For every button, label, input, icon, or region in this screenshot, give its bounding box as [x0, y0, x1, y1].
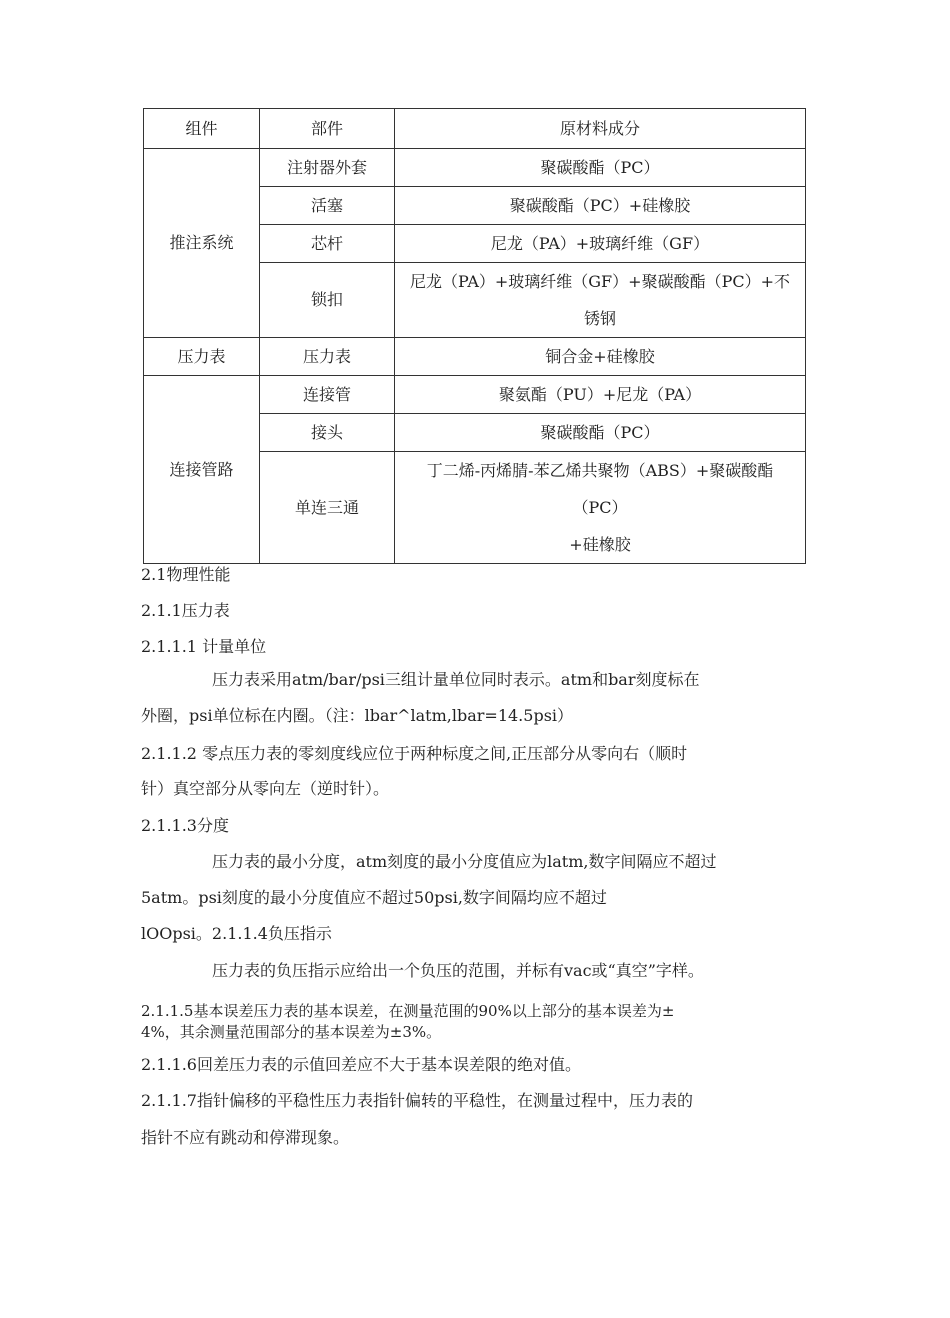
header-material: 原材料成分: [395, 109, 806, 149]
material-line: +硅橡胶: [569, 535, 631, 554]
header-part: 部件: [260, 109, 395, 149]
paragraph-line: lOOpsi。2.1.1.4负压指示: [141, 924, 332, 943]
paragraph-line: 压力表的最小分度，atm刻度的最小分度值应为latm,数字间隔应不超过: [212, 852, 717, 871]
part-name: 压力表: [260, 338, 395, 376]
material-cell: 铜合金+硅橡胶: [395, 338, 806, 376]
material-cell: 聚碳酸酯（PC）: [395, 149, 806, 187]
section-heading: 2.1.1.1 计量单位: [141, 637, 267, 656]
material-cell: [395, 452, 806, 564]
group-name: 压力表: [144, 338, 260, 376]
table-header-row: [144, 109, 806, 149]
group-name: 推注系统: [144, 149, 260, 338]
material-line: 锈钢: [583, 309, 616, 328]
part-name: 锁扣: [260, 263, 395, 338]
part-name: 单连三通: [260, 452, 395, 564]
paragraph-line: 压力表的负压指示应给出一个负压的范围，并标有vac或“真空”字样。: [212, 961, 704, 980]
material-line: 尼龙（PA）+玻璃纤维（GF）+聚碳酸酯（PC）+不: [410, 272, 790, 291]
section-heading: 2.1.1.3分度: [141, 816, 229, 835]
paragraph-line: 2.1.1.6回差压力表的示值回差应不大于基本误差限的绝对值。: [141, 1055, 581, 1074]
material-cell: [395, 263, 806, 338]
paragraph-line: 2.1.1.2 零点压力表的零刻度线应位于两种标度之间,正压部分从零向右（顺时: [141, 744, 688, 763]
paragraph-line: 外圈，psi单位标在内圈。（注：lbar^latm,lbar=14.5psi）: [141, 706, 574, 725]
paragraph-line: 5atm。psi刻度的最小分度值应不超过50psi,数字间隔均应不超过: [141, 888, 607, 907]
section-heading: 2.1.1压力表: [141, 601, 230, 620]
part-name: 注射器外套: [260, 149, 395, 187]
material-cell: 聚氨酯（PU）+尼龙（PA）: [395, 376, 806, 414]
material-line: 丁二烯-丙烯腈-苯乙烯共聚物（ABS）+聚碳酸酯: [426, 461, 774, 480]
paragraph-line: 针）真空部分从零向左（逆时针）。: [141, 779, 390, 798]
paragraph-line: 2.1.1.5基本误差压力表的基本误差，在测量范围的90%以上部分的基本误差为±: [141, 1002, 675, 1020]
part-name: 接头: [260, 414, 395, 452]
paragraph-line: 4%，其余测量范围部分的基本误差为±3%。: [141, 1023, 442, 1041]
material-cell: 尼龙（PA）+玻璃纤维（GF）: [395, 225, 806, 263]
paragraph-line: 压力表采用atm/bar/psi三组计量单位同时表示。atm和bar刻度标在: [212, 670, 700, 689]
paragraph-line: 指针不应有跳动和停滞现象。: [141, 1128, 350, 1147]
material-cell: 聚碳酸酯（PC）+硅橡胶: [395, 187, 806, 225]
section-heading: 2.1物理性能: [141, 565, 231, 584]
paragraph-line: 2.1.1.7指针偏移的平稳性压力表指针偏转的平稳性，在测量过程中，压力表的: [141, 1091, 693, 1110]
material-line: （PC）: [572, 498, 628, 517]
table-row: [144, 338, 806, 376]
material-cell: 聚碳酸酯（PC）: [395, 414, 806, 452]
part-name: 芯杆: [260, 225, 395, 263]
table-row: [144, 376, 806, 414]
materials-table: [143, 108, 806, 564]
group-name: 连接管路: [144, 376, 260, 564]
part-name: 连接管: [260, 376, 395, 414]
part-name: 活塞: [260, 187, 395, 225]
header-component: 组件: [144, 109, 260, 149]
table-row: [144, 149, 806, 187]
